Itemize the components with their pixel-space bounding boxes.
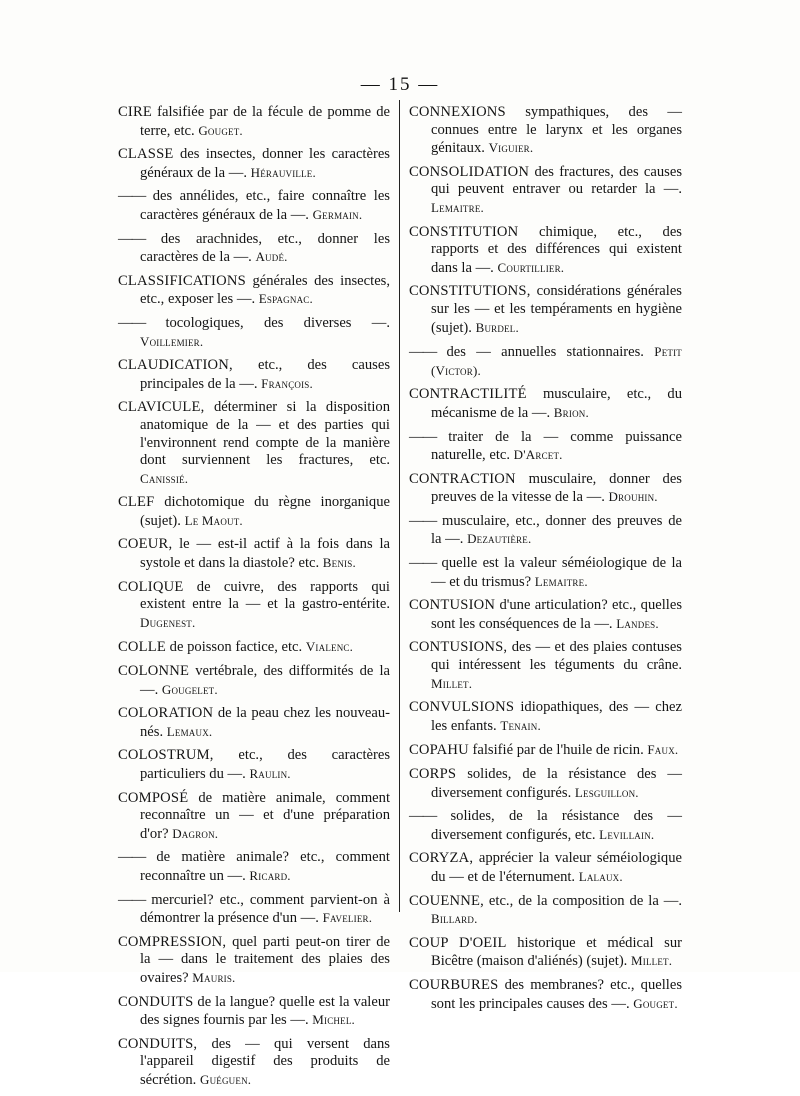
index-entry (409, 808, 682, 844)
entry-text: considérations générales sur les — et les tempéraments en hygiène (sujet). (431, 283, 682, 336)
index-entry (118, 399, 390, 488)
entry-text: des — et des plaies contuses qui intéressent les téguments du crâne. (431, 639, 682, 674)
entry-headword: CLAVICULE, (118, 399, 205, 416)
entry-headword: COLORATION (118, 705, 214, 722)
entry-text: déterminer si la disposition anatomique de la — et des parties qui l'environnent rend compte de la manière dont surviennent les fractures, etc. (140, 399, 390, 469)
entry-author: Levillain. (599, 826, 655, 842)
entry-author: Millet. (431, 675, 473, 691)
entry-headword: CONDUITS (118, 993, 194, 1010)
entry-headword: COLONNE (118, 663, 190, 680)
entry-headword: CONSTITUTIONS, (409, 283, 531, 300)
entry-headword: CLEF (118, 494, 155, 511)
index-entry (118, 273, 390, 309)
index-entry (409, 766, 682, 802)
entry-author: Courtillier. (497, 259, 565, 275)
entry-text: vertébrale, des difformités de la —. (140, 663, 390, 698)
index-entry (409, 224, 682, 278)
entry-author: Audé. (255, 249, 288, 265)
entry-headword: COUP D'OEIL (409, 934, 507, 951)
index-entry (118, 663, 390, 699)
index-entry (118, 146, 390, 182)
entry-author: Burdel. (475, 319, 519, 335)
entry-headword: CONSTITUTION (409, 223, 519, 240)
entry-author: Hérauville. (250, 164, 316, 180)
index-entry (118, 790, 390, 844)
entry-text: falsifiée par de la fécule de pomme de terre, etc. (140, 104, 390, 139)
entry-text: chimique, etc., des rapports et des différences qui existent dans la —. (431, 223, 682, 276)
entry-headword: COLIQUE (118, 578, 184, 595)
entry-text: etc., des caractères particuliers du —. (140, 747, 390, 782)
entry-text: musculaire, etc., du mécanisme de la —. (431, 386, 682, 421)
entry-headword: —— (409, 512, 437, 529)
entry-headword: CORYZA, (409, 850, 474, 867)
entry-author: Le Maout. (184, 512, 243, 528)
entry-headword: COLOSTRUM, (118, 747, 214, 764)
entry-headword: CONDUITS, (118, 1035, 198, 1052)
entry-text: des arachnides, etc., donner les caractères de la —. (140, 230, 390, 266)
entry-text: quelle est la valeur séméiologique de la — et du trismus? (431, 555, 682, 590)
entry-author: Landes. (616, 615, 659, 631)
entry-author: Lemaitre. (534, 573, 588, 589)
entry-headword: CONNEXIONS (409, 104, 506, 120)
entry-headword: CLASSE (118, 146, 174, 163)
index-entry (118, 536, 390, 572)
index-entry (409, 850, 682, 886)
entry-author: Canissié. (140, 470, 189, 486)
index-entry (409, 283, 682, 337)
entry-text: dichotomique du règne inorganique (sujet). (140, 494, 390, 529)
index-entry (409, 935, 682, 971)
entry-text: mercuriel? etc., comment parvient-on à démontrer la présence d'un —. (140, 891, 390, 927)
entry-text: tocologiques, des diverses —. (145, 314, 390, 331)
entry-headword: CLASSIFICATIONS (118, 272, 246, 289)
entry-headword: COPAHU (409, 742, 469, 759)
entry-text: idiopathiques, des — chez les enfants. (431, 699, 682, 734)
index-entry (118, 315, 390, 351)
index-entry (118, 994, 390, 1030)
column-divider (399, 100, 400, 912)
entry-headword: —— (409, 428, 437, 445)
entry-text: des insectes, donner les caractères généraux de la —. (140, 146, 390, 181)
entry-author: Mauris. (192, 969, 236, 985)
entry-headword: CONTRACTILITÉ (409, 386, 527, 403)
entry-author: Ricard. (249, 867, 291, 883)
entry-text: quel parti peut-on tirer de la — dans le traitement des plaies des ovaires? (140, 933, 390, 986)
entry-headword: —— (409, 808, 437, 825)
page-number: — 15 — (360, 74, 440, 95)
entry-author: Lemaux. (166, 723, 213, 739)
entry-headword: —— (118, 891, 146, 908)
index-entry (409, 597, 682, 633)
index-entry (118, 638, 390, 657)
entry-headword: —— (409, 555, 437, 572)
entry-text: solides, de la résistance des — diversement configurés, etc. (431, 808, 682, 843)
index-entry (118, 705, 390, 741)
entry-author: Billard. (431, 911, 478, 927)
index-entry (118, 934, 390, 988)
index-entry (118, 579, 390, 633)
entry-headword: COUENNE, (409, 892, 484, 909)
entry-text: traiter de la — comme puissance naturelle, etc. (431, 428, 682, 464)
entry-headword: CIRE (118, 104, 153, 120)
entry-author: Lesguillon. (574, 784, 639, 800)
entry-text: de cuivre, des rapports qui existent entre la — et la gastro-entérite. (140, 578, 390, 613)
entry-headword: COURBURES (409, 976, 499, 993)
entry-author: Benis. (322, 555, 356, 571)
entry-author: Gouget. (198, 122, 243, 138)
entry-headword: CLAUDICATION, (118, 357, 233, 374)
entry-author: D'Arcet. (513, 447, 563, 463)
entry-text: musculaire, etc., donner des preuves de la —. (431, 512, 682, 548)
entry-author: Michel. (312, 1012, 355, 1028)
entry-author: Lemaitre. (431, 199, 484, 215)
index-entry (118, 357, 390, 393)
entry-headword: COMPRESSION, (118, 933, 227, 950)
index-entry (118, 231, 390, 267)
entry-author: Faux. (647, 742, 679, 758)
entry-headword: CONTRACTION (409, 470, 516, 487)
entry-author: Dezautière. (467, 531, 532, 547)
entry-author: Gouget. (633, 995, 678, 1011)
index-entry (409, 471, 682, 507)
index-entry (409, 104, 682, 158)
entry-headword: CORPS (409, 766, 457, 782)
entry-author: Tenain. (500, 717, 541, 733)
right-column (409, 104, 682, 1019)
index-entry (118, 747, 390, 783)
entry-author: Brion. (553, 404, 589, 420)
entry-text: historique et médical sur Bicêtre (maison d'aliénés) (sujet). (431, 934, 682, 970)
entry-headword: —— (118, 314, 146, 331)
entry-text: d'une articulation? etc., quelles sont les conséquences de la —. (431, 597, 682, 632)
entry-author: Lalaux. (578, 868, 623, 884)
entry-author: Viguier. (488, 140, 534, 156)
entry-text: de matière animale? etc., comment reconnaître un —. (140, 849, 390, 884)
index-entry (118, 494, 390, 530)
entry-text: de la peau chez les nouveau-nés. (140, 705, 390, 740)
index-entry (118, 104, 390, 140)
entry-text: des fractures, des causes qui peuvent entraver ou retarder la —. (431, 163, 682, 198)
entry-author: François. (261, 375, 313, 391)
entry-headword: —— (118, 188, 146, 205)
index-entry (118, 1036, 390, 1090)
entry-headword: COMPOSÉ (118, 789, 189, 806)
entry-text: etc., de la composition de la —. (483, 892, 682, 909)
entry-headword: —— (409, 344, 437, 361)
entry-author: Germain. (312, 206, 363, 222)
index-entry (409, 639, 682, 693)
entry-headword: CONTUSIONS, (409, 639, 508, 656)
entry-headword: —— (118, 230, 146, 247)
index-entry (409, 699, 682, 735)
entry-headword: CONSOLIDATION (409, 163, 530, 180)
entry-author: Gougelet. (161, 681, 218, 697)
index-entry (409, 555, 682, 591)
entry-text: des — annuelles stationnaires. (436, 344, 655, 361)
left-column (118, 104, 390, 1096)
entry-text: de la langue? quelle est la valeur des signes fournis par les —. (140, 993, 390, 1029)
index-entry (118, 188, 390, 224)
entry-author: Drouhin. (608, 489, 658, 505)
entry-text: des membranes? etc., quelles sont les principales causes des —. (431, 976, 682, 1012)
index-entry (409, 513, 682, 549)
entry-text: falsifié par de l'huile de ricin. (468, 742, 648, 759)
entry-headword: —— (118, 849, 146, 866)
entry-text: sympathiques, des — connues entre le larynx et les organes génitaux. (431, 104, 682, 157)
entry-text: musculaire, donner des preuves de la vitesse de la —. (431, 470, 682, 506)
entry-text: apprécier la valeur séméiologique du — et de l'éternument. (431, 850, 682, 885)
entry-text: de poisson factice, etc. (166, 639, 306, 656)
entry-headword: COEUR, (118, 536, 173, 553)
entry-author: Millet. (630, 953, 673, 969)
index-entry (409, 386, 682, 422)
entry-author: Guéguen. (199, 1071, 252, 1087)
entry-author: Espagnac. (258, 291, 313, 307)
entry-text: le — est-il actif à la fois dans la systole et dans la diastole? etc. (140, 536, 390, 572)
index-entry (409, 893, 682, 929)
entry-author: Petit (Victor). (431, 344, 682, 378)
entry-headword: CONVULSIONS (409, 699, 515, 716)
entry-text: des — qui versent dans l'appareil digestif des produits de sécrétion. (140, 1035, 390, 1088)
index-entry (409, 741, 682, 760)
index-entry (118, 892, 390, 928)
index-entry (409, 164, 682, 218)
index-entry (409, 977, 682, 1013)
entry-author: Raulin. (249, 766, 291, 781)
entry-text: solides, de la résistance des — diversement configurés. (431, 766, 682, 801)
entry-text: des annélides, etc., faire connaître les caractères généraux de la —. (140, 188, 390, 223)
entry-author: Vialenc. (305, 639, 354, 655)
entry-text: de matière animale, comment reconnaître un — et d'une préparation d'or? (140, 789, 390, 842)
index-entry (409, 343, 682, 380)
entry-author: Voillemier. (140, 333, 204, 349)
index-entry (118, 849, 390, 885)
entry-text: générales des insectes, etc., exposer les —. (140, 272, 390, 308)
entry-text: etc., des causes principales de la —. (140, 357, 390, 392)
entry-author: Favelier. (322, 910, 373, 926)
index-entry (409, 429, 682, 465)
entry-headword: CONTUSION (409, 597, 496, 614)
entry-author: Dugenest. (140, 614, 196, 630)
entry-author: Dagron. (172, 825, 219, 841)
entry-headword: COLLE (118, 639, 167, 656)
